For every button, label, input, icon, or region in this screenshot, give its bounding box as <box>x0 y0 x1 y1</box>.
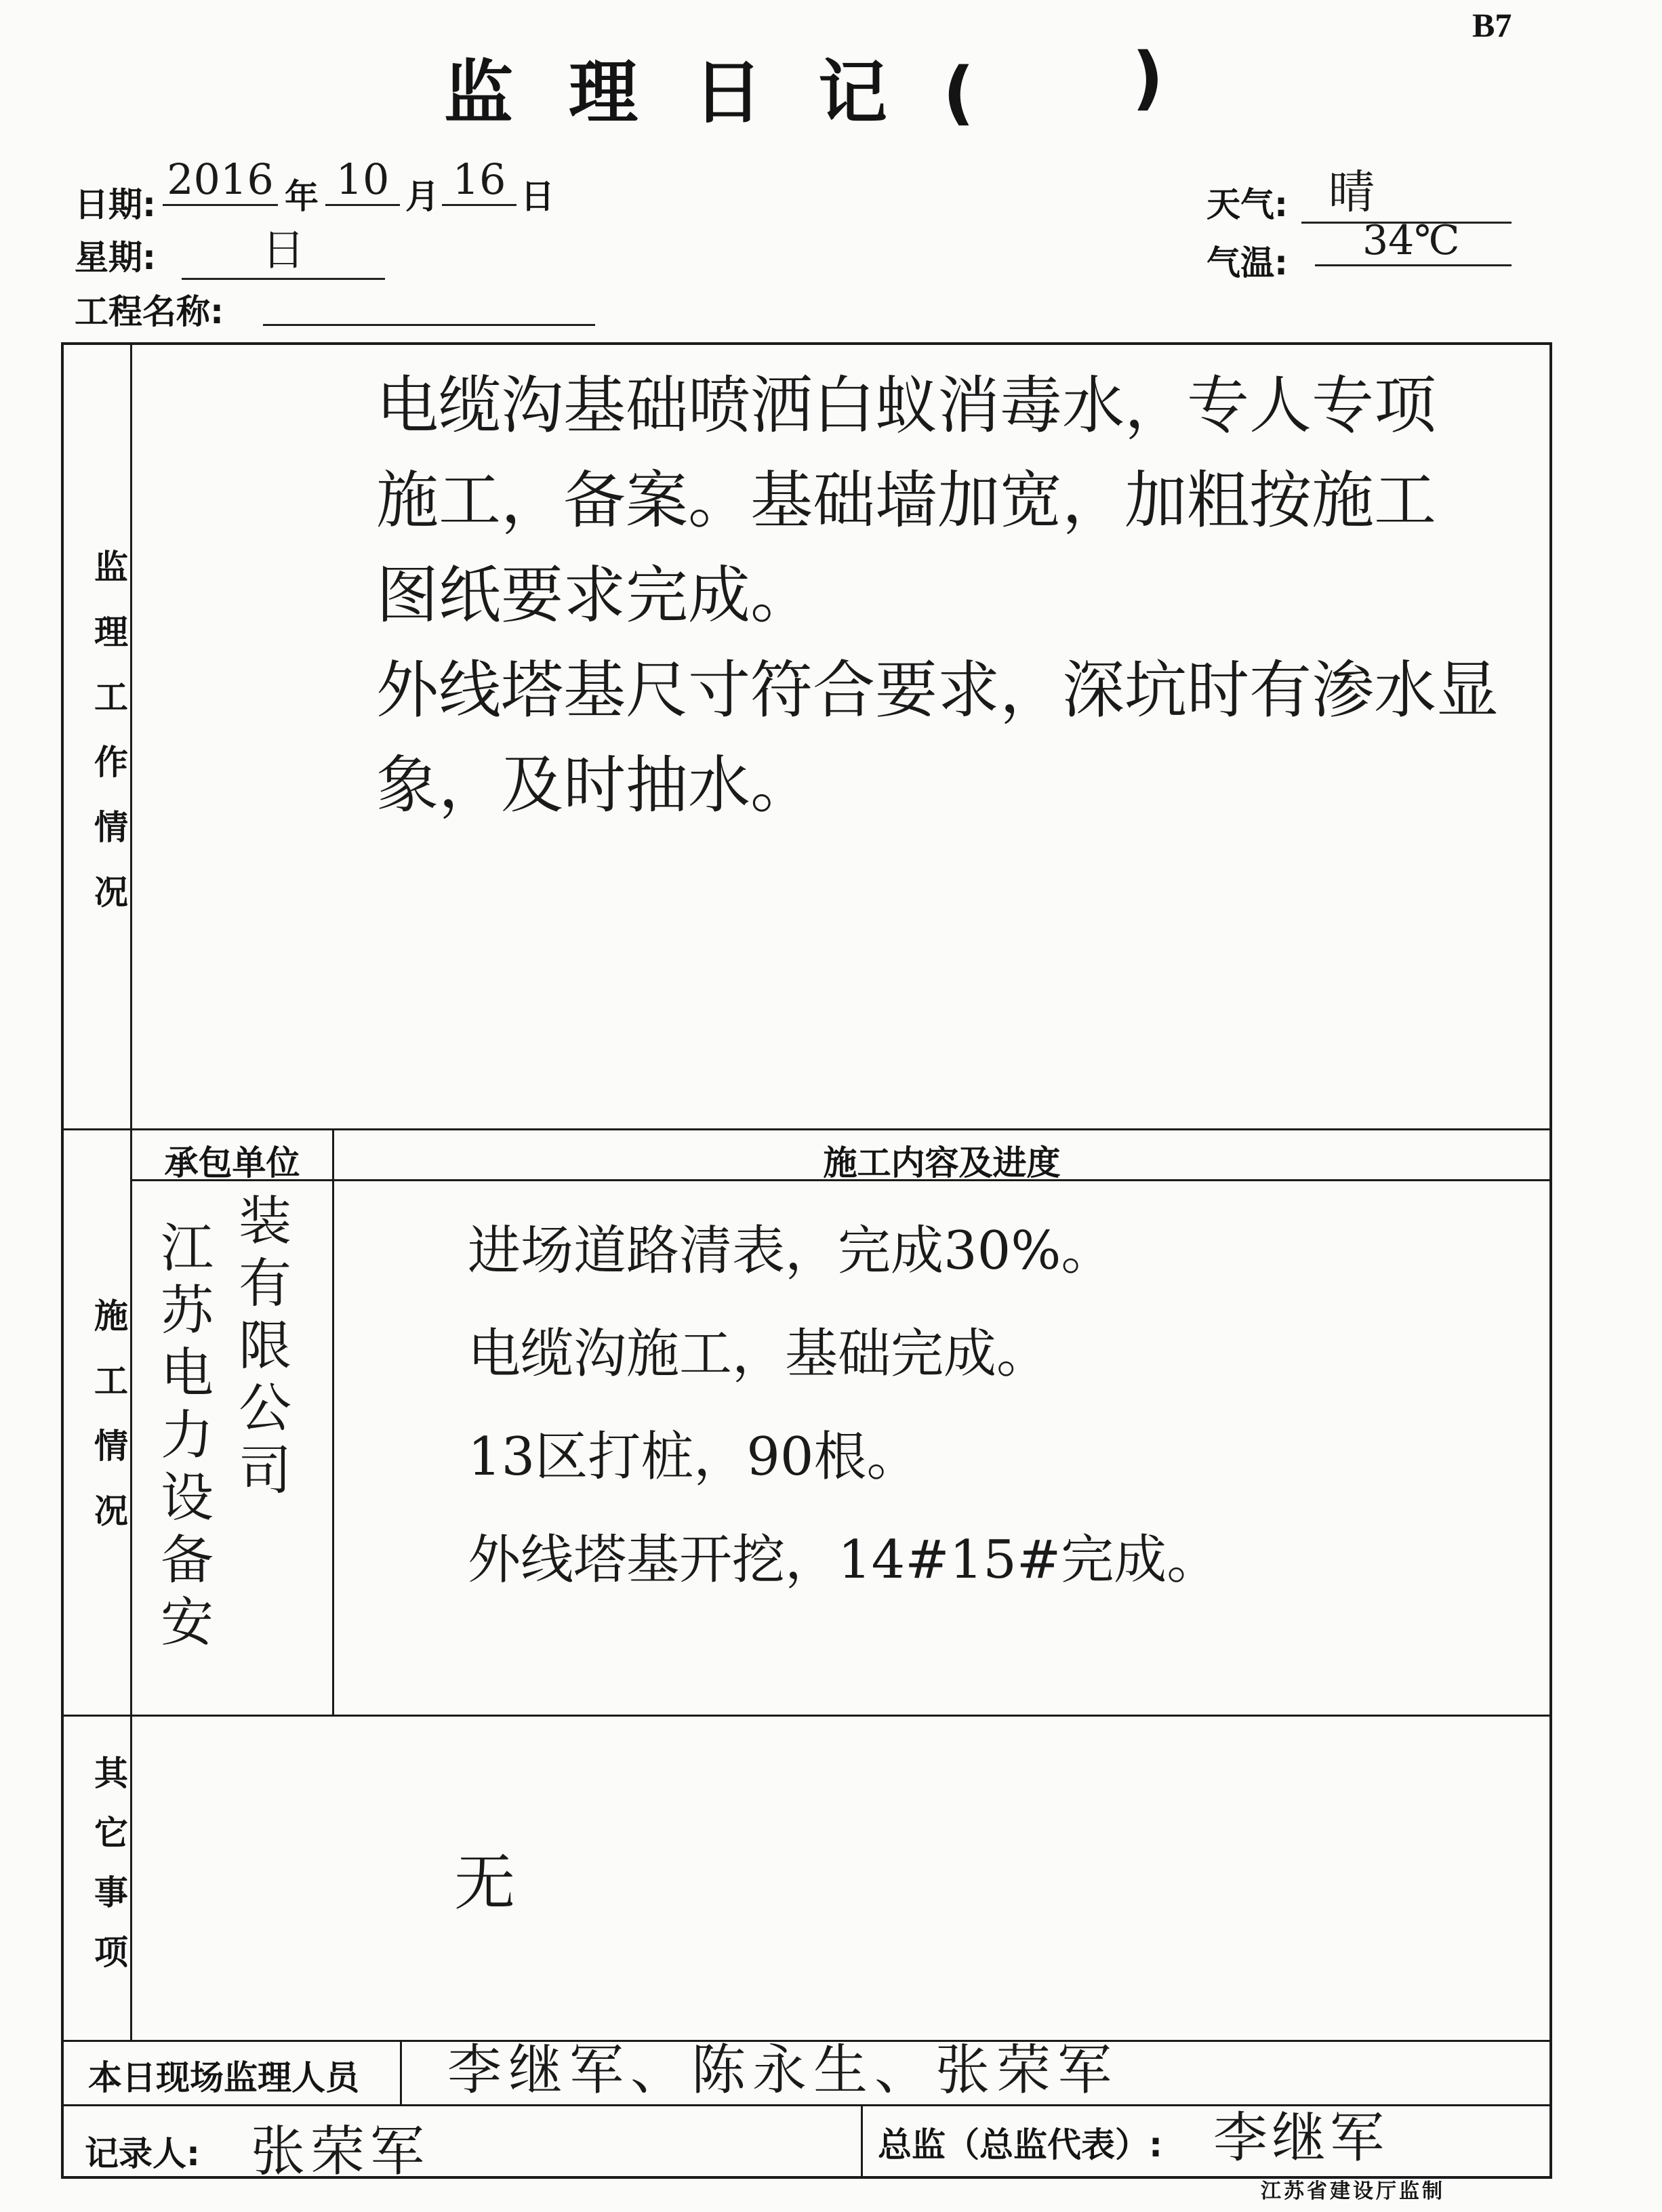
divider-construction <box>61 1715 1552 1717</box>
title-close-paren: ) <box>1132 38 1164 119</box>
supervision-label-text: 监理工作情况 <box>89 549 128 939</box>
supervision-line: 象，及时抽水。 <box>376 749 813 821</box>
temperature-label: 气温: <box>1207 243 1288 283</box>
staff-value: 李继军、陈永生、张荣军 <box>447 2039 1118 2102</box>
contractor-name-col2-text: 装有限公司 <box>230 1193 291 1504</box>
chief-value: 李继军 <box>1213 2106 1388 2169</box>
form-code: B7 <box>1472 6 1512 44</box>
supervision-label <box>76 549 128 939</box>
contractor-column-divider <box>332 1128 334 1715</box>
divider-supervision <box>61 1128 1552 1130</box>
weather-value: 晴 <box>1301 156 1512 224</box>
progress-header: 施工内容及进度 <box>823 1143 1061 1183</box>
footer-cell-divider <box>861 2104 863 2177</box>
staff-label: 本日现场监理人员 <box>88 2058 359 2097</box>
contractor-name-col1 <box>149 1220 213 1656</box>
supervision-line: 图纸要求完成。 <box>376 559 813 632</box>
date-day: 16 <box>442 155 516 206</box>
progress-line: 13区打桩，90根。 <box>468 1427 920 1488</box>
construction-label-text: 施工情况 <box>89 1298 128 1558</box>
supervision-line: 外线塔基尺寸符合要求，深坑时有渗水显 <box>376 654 1499 726</box>
other-content: 无 <box>454 1847 515 1919</box>
recorder-value: 张荣军 <box>251 2120 430 2183</box>
other-label-text: 其它事项 <box>89 1755 128 1994</box>
title-text: 监理日记( <box>444 53 1030 134</box>
month-unit: 月 <box>405 177 439 216</box>
chief-label: 总监（总监代表）: <box>878 2125 1162 2165</box>
weekday-label: 星期: <box>75 238 156 277</box>
other-label <box>76 1755 128 1994</box>
table-border-top <box>61 342 1552 345</box>
weekday-value: 日 <box>182 216 385 280</box>
table-border-left <box>61 342 64 2179</box>
staff-label-divider <box>400 2040 402 2104</box>
year-unit: 年 <box>285 177 319 216</box>
temperature-value: 34℃ <box>1315 217 1512 266</box>
date-label: 日期: <box>75 185 156 224</box>
weather-label: 天气: <box>1207 185 1288 224</box>
date-month: 10 <box>325 155 400 206</box>
progress-line: 进场道路清表，完成30%。 <box>468 1221 1114 1282</box>
contractor-name-col1-text: 江苏电力设备安 <box>152 1220 213 1656</box>
supervision-line: 施工，备案。基础墙加宽，加粗按施工 <box>376 464 1437 537</box>
progress-content <box>468 1200 1219 1612</box>
page-title <box>444 38 1164 137</box>
contractor-name-col2 <box>227 1193 291 1504</box>
progress-line: 外线塔基开挖，14#15#完成。 <box>468 1530 1220 1591</box>
day-unit: 日 <box>521 177 554 216</box>
table-border-right <box>1549 342 1552 2179</box>
date-year: 2016 <box>163 155 278 206</box>
supervision-content <box>376 366 1542 825</box>
contractor-header: 承包单位 <box>164 1143 300 1183</box>
recorder-label: 记录人: <box>85 2134 200 2173</box>
progress-line: 电缆沟施工，基础完成。 <box>468 1324 1050 1385</box>
project-name <box>263 285 595 326</box>
project-label: 工程名称: <box>75 292 224 331</box>
publisher-note: 江苏省建设厅监制 <box>1261 2179 1445 2203</box>
supervision-line: 电缆沟基础喷洒白蚁消毒水，专人专项 <box>376 369 1437 442</box>
construction-label <box>76 1298 128 1558</box>
